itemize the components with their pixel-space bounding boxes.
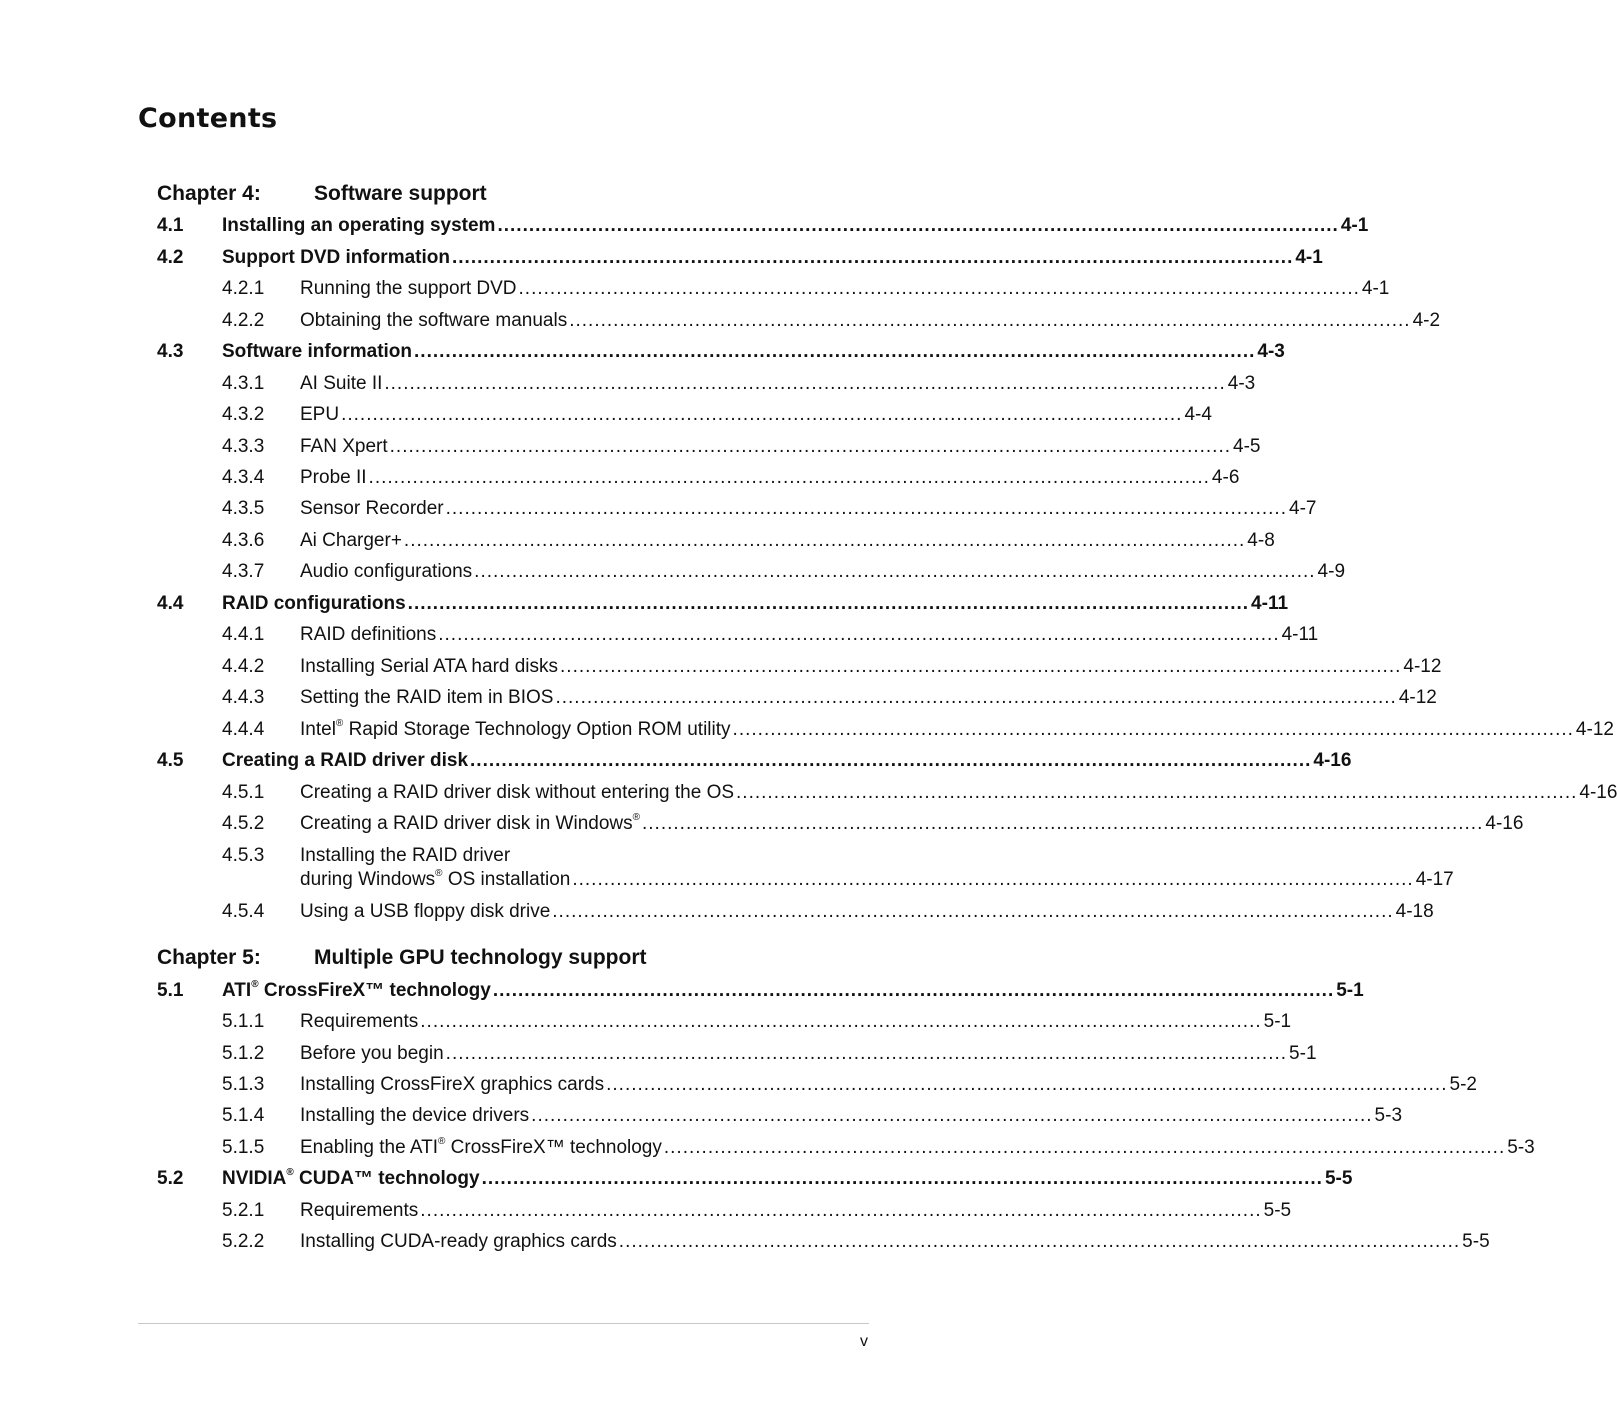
entry-title: ATI® CrossFireX™ technology xyxy=(222,979,491,1001)
page-ref: 5-1 xyxy=(1263,1011,1292,1032)
entry-title: Creating a RAID driver disk in Windows® xyxy=(300,812,640,834)
entry-title: Installing the device drivers xyxy=(300,1105,530,1126)
section-number: 4.1 xyxy=(157,215,184,236)
registered-mark: ® xyxy=(286,1167,294,1178)
dot-leader: ...................................................................................................................................... xyxy=(341,404,1183,425)
entry-title: Software information xyxy=(222,341,413,362)
entry-title: Creating a RAID driver disk without entering the OS xyxy=(300,782,735,803)
entry-title: Ai Charger+ xyxy=(300,530,402,551)
page-ref: 5-5 xyxy=(1324,1168,1353,1189)
dot-leader: ...................................................................................................................................... xyxy=(492,980,1335,1001)
entry-title: Installing CrossFireX graphics cards xyxy=(300,1074,605,1095)
toc-entry[interactable] xyxy=(0,276,1390,302)
footer-divider xyxy=(138,1323,869,1324)
section-number: 5.2.2 xyxy=(222,1231,265,1252)
chapter-heading xyxy=(0,181,954,207)
dot-leader: ...................................................................................................................................... xyxy=(474,561,1316,582)
section-number: 4.3 xyxy=(157,341,184,362)
page-ref: 4-12 xyxy=(1398,687,1437,708)
entry-title: Sensor Recorder xyxy=(300,498,444,519)
toc-entry[interactable] xyxy=(0,402,1212,428)
toc-entry[interactable] xyxy=(0,1135,1535,1161)
section-number: 5.1.2 xyxy=(222,1043,265,1064)
section-number: 4.2.2 xyxy=(222,310,265,331)
toc-entry[interactable] xyxy=(0,978,1364,1004)
section-number: 4.5.2 xyxy=(222,813,265,834)
page-ref: 4-3 xyxy=(1257,341,1285,362)
section-number: 4.3.5 xyxy=(222,498,265,519)
dot-leader: ...................................................................................................................................... xyxy=(414,341,1256,362)
entry-title: Installing CUDA-ready graphics cards xyxy=(300,1231,617,1252)
toc-entry[interactable] xyxy=(0,748,1352,774)
dot-leader: ...................................................................................................................................... xyxy=(481,1168,1323,1189)
dot-leader: ...................................................................................................................................... xyxy=(368,467,1210,488)
page-ref: 5-5 xyxy=(1462,1231,1490,1252)
toc-entry[interactable] xyxy=(0,717,1614,743)
page-ref: 5-5 xyxy=(1263,1200,1292,1221)
entry-title-line2: during Windows® OS installation xyxy=(300,868,571,890)
section-number: 5.2 xyxy=(157,1168,184,1189)
toc-entry[interactable] xyxy=(0,811,1524,837)
page-ref: 5-1 xyxy=(1336,980,1364,1001)
dot-leader: ...................................................................................................................................... xyxy=(420,1200,1262,1221)
entry-title: Requirements xyxy=(300,1200,419,1221)
section-number: 4.3.1 xyxy=(222,373,265,394)
toc-entry[interactable] xyxy=(0,622,1319,648)
toc-entry[interactable] xyxy=(0,843,954,869)
entry-title: Probe II xyxy=(300,467,367,488)
chapter-heading xyxy=(0,945,954,971)
dot-leader: ...................................................................................................................................... xyxy=(606,1074,1448,1095)
page-ref: 4-11 xyxy=(1281,624,1319,645)
entry-title: Setting the RAID item in BIOS xyxy=(300,687,554,708)
page-title: Contents xyxy=(138,103,278,134)
dot-leader: ...................................................................................................................................... xyxy=(451,247,1294,268)
page-ref: 4-1 xyxy=(1361,278,1390,299)
dot-leader: ...................................................................................................................................... xyxy=(518,278,1360,299)
dot-leader: ...................................................................................................................................... xyxy=(389,436,1232,457)
toc-entry[interactable] xyxy=(0,434,1261,460)
toc-entry[interactable] xyxy=(0,1198,1292,1224)
section-number: 4.5 xyxy=(157,750,184,771)
toc-entry[interactable] xyxy=(0,465,1240,491)
entry-title: Intel® Rapid Storage Technology Option ROM utility xyxy=(300,718,731,740)
registered-mark: ® xyxy=(632,812,640,823)
entry-title: Installing Serial ATA hard disks xyxy=(300,656,559,677)
dot-leader: ...................................................................................................................................... xyxy=(445,1043,1288,1064)
entry-title: Obtaining the software manuals xyxy=(300,310,568,331)
section-number: 4.2.1 xyxy=(222,278,265,299)
entry-title: Installing an operating system xyxy=(222,215,496,236)
toc-entry[interactable] xyxy=(0,1166,1353,1192)
toc-entry[interactable] xyxy=(0,1229,1490,1255)
toc-entry[interactable] xyxy=(0,245,1323,271)
section-number: 4.5.4 xyxy=(222,901,265,922)
dot-leader: ...................................................................................................................................... xyxy=(572,869,1414,890)
section-number: 4.5.3 xyxy=(222,845,265,866)
dot-leader: ...................................................................................................................................... xyxy=(470,750,1312,771)
entry-title: Running the support DVD xyxy=(300,278,517,299)
section-number: 5.1.4 xyxy=(222,1105,265,1126)
registered-mark: ® xyxy=(438,1136,446,1147)
dot-leader: ...................................................................................................................................... xyxy=(531,1105,1373,1126)
dot-leader: ...................................................................................................................................... xyxy=(407,593,1250,614)
section-number: 4.2 xyxy=(157,247,184,268)
dot-leader: ...................................................................................................................................... xyxy=(618,1231,1461,1252)
dot-leader: ...................................................................................................................................... xyxy=(497,215,1339,236)
dot-leader: ...................................................................................................................................... xyxy=(438,624,1280,645)
section-number: 5.2.1 xyxy=(222,1200,265,1221)
dot-leader: ...................................................................................................................................... xyxy=(384,373,1226,394)
entry-title: RAID definitions xyxy=(300,624,437,645)
page-ref: 4-16 xyxy=(1313,750,1352,771)
section-number: 5.1.5 xyxy=(222,1137,265,1158)
toc-entry[interactable] xyxy=(0,371,1256,397)
page-ref: 4-9 xyxy=(1317,561,1346,582)
page-ref: 4-1 xyxy=(1295,247,1323,268)
section-number: 4.3.7 xyxy=(222,561,265,582)
page-ref: 5-3 xyxy=(1507,1137,1535,1158)
page-ref: 4-6 xyxy=(1211,467,1240,488)
page-ref: 4-11 xyxy=(1251,593,1289,614)
page-number: v xyxy=(860,1333,868,1350)
toc-entry[interactable] xyxy=(0,213,1369,239)
page-ref: 4-12 xyxy=(1575,719,1614,740)
toc-entry[interactable] xyxy=(0,685,1437,711)
section-number: 4.4.4 xyxy=(222,719,265,740)
dot-leader: ...................................................................................................................................... xyxy=(403,530,1246,551)
entry-title: Audio configurations xyxy=(300,561,473,582)
toc-entry[interactable] xyxy=(0,780,1617,806)
page-ref: 4-16 xyxy=(1579,782,1617,803)
section-number: 4.4.1 xyxy=(222,624,265,645)
toc-entry[interactable] xyxy=(0,339,1285,365)
dot-leader: ...................................................................................................................................... xyxy=(642,813,1484,834)
section-number: 4.3.4 xyxy=(222,467,265,488)
toc-entry[interactable] xyxy=(0,1041,1317,1067)
page-ref: 4-5 xyxy=(1233,436,1261,457)
dot-leader: ...................................................................................................................................... xyxy=(736,782,1578,803)
toc-entry[interactable] xyxy=(0,899,1434,925)
entry-title: FAN Xpert xyxy=(300,436,388,457)
toc-entry[interactable] xyxy=(0,654,1442,680)
page-ref: 4-17 xyxy=(1415,869,1454,890)
entry-title-line1: Installing the RAID driver xyxy=(300,845,511,866)
chapter-title: Multiple GPU technology support xyxy=(314,946,647,969)
dot-leader: ...................................................................................................................................... xyxy=(445,498,1287,519)
section-number: 4.3.2 xyxy=(222,404,265,425)
entry-title: Support DVD information xyxy=(222,247,450,268)
entry-title: Enabling the ATI® CrossFireX™ technology xyxy=(300,1136,662,1158)
section-number: 5.1.3 xyxy=(222,1074,265,1095)
toc-entry[interactable] xyxy=(0,528,1275,554)
chapter-label: Chapter 5: xyxy=(157,946,261,969)
chapter-title: Software support xyxy=(314,182,487,205)
dot-leader: ...................................................................................................................................... xyxy=(569,310,1411,331)
toc-entry[interactable] xyxy=(0,1009,1292,1035)
dot-leader: ...................................................................................................................................... xyxy=(560,656,1402,677)
section-number: 5.1.1 xyxy=(222,1011,265,1032)
toc-entry[interactable] xyxy=(0,496,1317,522)
dot-leader: ...................................................................................................................................... xyxy=(552,901,1394,922)
entry-title: NVIDIA® CUDA™ technology xyxy=(222,1167,480,1189)
page-ref: 4-12 xyxy=(1403,656,1442,677)
entry-title: AI Suite II xyxy=(300,373,383,394)
toc-entry[interactable] xyxy=(0,591,1289,617)
page-ref: 4-2 xyxy=(1412,310,1441,331)
entry-title: Creating a RAID driver disk xyxy=(222,750,469,771)
toc-entry-continued[interactable] xyxy=(0,867,1454,893)
toc-entry[interactable] xyxy=(0,559,1346,585)
toc-entry[interactable] xyxy=(0,1103,1403,1129)
section-number: 4.5.1 xyxy=(222,782,265,803)
dot-leader: ...................................................................................................................................... xyxy=(732,719,1574,740)
section-number: 4.4 xyxy=(157,593,184,614)
dot-leader: ...................................................................................................................................... xyxy=(420,1011,1262,1032)
section-number: 4.4.3 xyxy=(222,687,265,708)
registered-mark: ® xyxy=(435,868,443,879)
page-ref: 4-7 xyxy=(1289,498,1317,519)
dot-leader: ...................................................................................................................................... xyxy=(663,1137,1506,1158)
chapter-label: Chapter 4: xyxy=(157,182,261,205)
entry-title: Using a USB floppy disk drive xyxy=(300,901,551,922)
registered-mark: ® xyxy=(335,718,344,729)
page-ref: 4-16 xyxy=(1485,813,1524,834)
section-number: 4.4.2 xyxy=(222,656,265,677)
page-ref: 5-2 xyxy=(1449,1074,1477,1095)
section-number: 4.3.6 xyxy=(222,530,265,551)
entry-title: RAID configurations xyxy=(222,593,406,614)
page-ref: 4-18 xyxy=(1395,901,1434,922)
page-ref: 4-3 xyxy=(1227,373,1256,394)
toc-entry[interactable] xyxy=(0,1072,1477,1098)
toc-entry[interactable] xyxy=(0,308,1441,334)
entry-title: EPU xyxy=(300,404,340,425)
section-number: 5.1 xyxy=(157,980,184,1001)
registered-mark: ® xyxy=(251,979,259,990)
page-ref: 4-4 xyxy=(1184,404,1212,425)
page-ref: 5-1 xyxy=(1289,1043,1317,1064)
page-ref: 5-3 xyxy=(1374,1105,1403,1126)
entry-title: Before you begin xyxy=(300,1043,444,1064)
page-ref: 4-8 xyxy=(1247,530,1275,551)
page-ref: 4-1 xyxy=(1340,215,1369,236)
entry-title: Requirements xyxy=(300,1011,419,1032)
dot-leader: ...................................................................................................................................... xyxy=(555,687,1397,708)
section-number: 4.3.3 xyxy=(222,436,265,457)
